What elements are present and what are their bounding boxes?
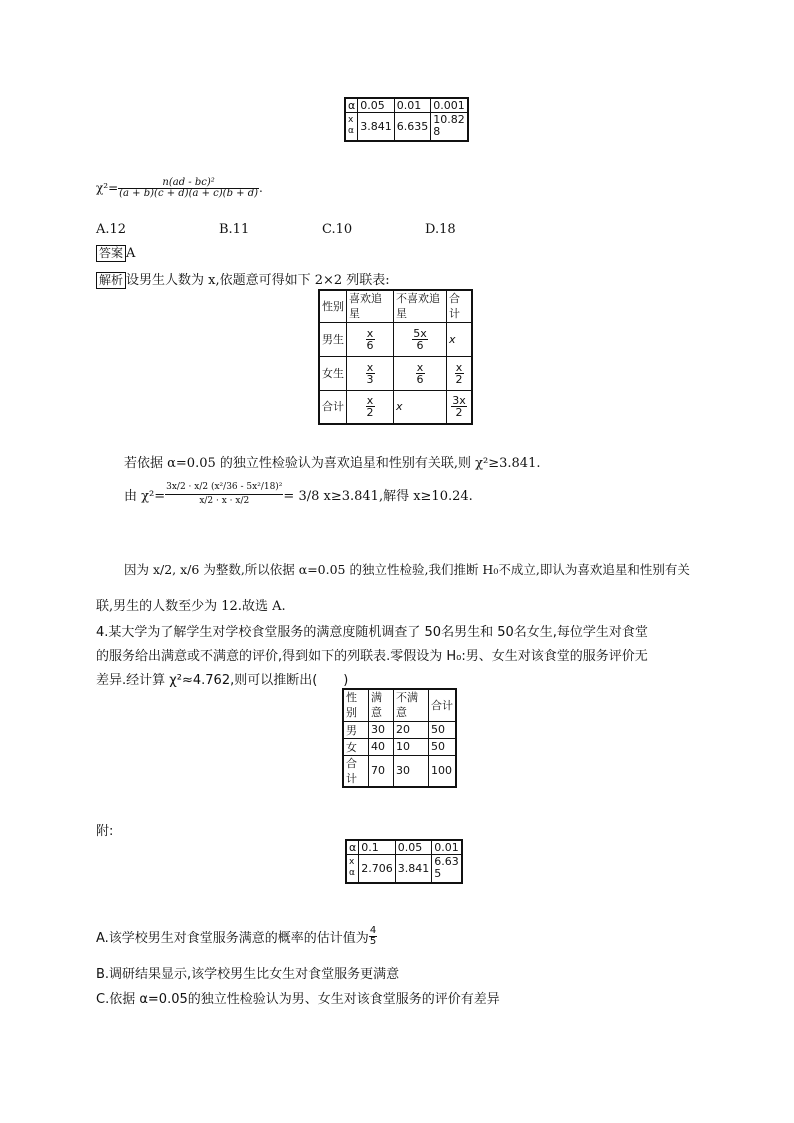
analysis-line [96, 269, 390, 289]
question-4-line-3: 差异.经计算 χ²≈4.762,则可以推断出( ) [96, 673, 349, 688]
table-header: 合计 [429, 689, 457, 721]
analysis-intro: 设男生人数为 x,依题意可得如下 2×2 列联表: [126, 273, 390, 288]
table-cell: 2.706 [359, 855, 396, 883]
table-cell: 0.01 [394, 98, 431, 113]
option-b: B.调研结果显示,该学校男生比女生对食堂服务更满意 [96, 967, 400, 982]
answer-line [96, 245, 135, 262]
answer-value: A [126, 246, 136, 261]
table-header: 性别 [343, 689, 369, 721]
table-cell: 6.635 [432, 855, 462, 883]
answer-label: 答案 [96, 245, 126, 262]
table-cell: 合计 [319, 390, 347, 424]
contingency-table-2 [342, 688, 457, 788]
choice-a: A.12 [96, 222, 127, 237]
table-cell: 3.841 [395, 855, 432, 883]
table-header: 性别 [319, 290, 347, 322]
table-header: 合计 [447, 290, 473, 322]
table-cell: 男生 [319, 322, 347, 356]
table-cell: 3.841 [358, 113, 395, 141]
table-cell: x α [346, 855, 359, 883]
table-cell: 0.05 [358, 98, 395, 113]
analysis-text-4: 联,男生的人数至少为 12.故选 A. [96, 599, 286, 614]
option-a: A.该学校男生对食堂服务满意的概率的估计值为 $\frac{4}{5}$ [96, 925, 377, 947]
table-cell: 40 [369, 738, 394, 755]
analysis-text-1: 若依据 α=0.05 的独立性检验认为喜欢追星和性别有关联,则 χ²≥3.841. [124, 456, 541, 471]
table-cell: 10.828 [431, 113, 468, 141]
appendix-label: 附: [96, 824, 114, 839]
contingency-table-1 [318, 289, 473, 425]
table-header: 不喜欢追星 [394, 290, 447, 322]
table-cell: 70 [369, 755, 394, 787]
table-cell: 50 [429, 721, 457, 738]
table-cell: 20 [394, 721, 429, 738]
table-cell: $\frac{x}{2}$ [447, 356, 473, 390]
critical-value-table-2 [345, 839, 463, 884]
table-cell: 女 [343, 738, 369, 755]
table-cell: 女生 [319, 356, 347, 390]
table-cell: $\frac{x}{2}$ [347, 390, 394, 424]
table-cell: x α [345, 113, 358, 141]
critical-value-table-1 [344, 97, 469, 142]
formula-denominator: (a + b)(c + d)(a + c)(b + d) [119, 188, 259, 199]
table-cell: x [394, 390, 447, 424]
table-header: 喜欢追星 [347, 290, 394, 322]
chi-square-formula: χ²= $\frac{\text{n(ad - bc)²}}{(a + b)(c + d)(a + c)(b + d)}$ . [96, 177, 263, 199]
choice-c: C.10 [322, 222, 353, 237]
table-cell: 0.05 [395, 840, 432, 855]
table-cell: $\frac{x}{3}$ [347, 356, 394, 390]
table-cell: 50 [429, 738, 457, 755]
question-4-line-2: 的服务给出满意或不满意的评价,得到如下的列联表.零假设为 H₀:男、女生对该食堂的服务评价无 [96, 649, 648, 664]
table-header: 不满意 [394, 689, 429, 721]
table-cell: x [447, 322, 473, 356]
table-cell: 30 [394, 755, 429, 787]
analysis-text-3: 因为 x/2, x/6 为整数,所以依据 α=0.05 的独立性检验,我们推断 H₀不成立,即认为喜欢追星和性别有关 [124, 562, 690, 577]
table-header: 满意 [369, 689, 394, 721]
option-c: C.依据 α=0.05的独立性检验认为男、女生对该食堂服务的评价有差异 [96, 992, 500, 1007]
table-cell: α [345, 98, 358, 113]
formula-numerator: n(ad - bc)² [118, 178, 259, 189]
table-cell: 男 [343, 721, 369, 738]
table-cell: $\frac{x}{6}$ [347, 322, 394, 356]
table-cell: α [346, 840, 359, 855]
table-cell: 30 [369, 721, 394, 738]
analysis-label: 解析 [96, 272, 126, 289]
complex-fraction: $\frac{\text{3x/2 · x/2 (x²/36 - 5x²/18)²}}{x/2 \cdot x \cdot x/2}$ [166, 482, 283, 506]
choice-d: D.18 [425, 222, 456, 237]
table-cell: 0.1 [359, 840, 396, 855]
table-cell: $\frac{3x}{2}$ [447, 390, 473, 424]
analysis-text-2: 由 χ²= $\frac{\text{3x/2 · x/2 (x²/36 - 5x²/18)²}}{x/2 \cdot x \cdot x/2}$ = 3/8 x≥3.841,解得 x≥10.24. [124, 482, 473, 506]
table-cell: 合计 [343, 755, 369, 787]
table-cell: 100 [429, 755, 457, 787]
table-cell: 0.001 [431, 98, 468, 113]
table-cell: 6.635 [394, 113, 431, 141]
table-cell: $\frac{x}{6}$ [394, 356, 447, 390]
table-cell: 10 [394, 738, 429, 755]
table-cell: $\frac{5x}{6}$ [394, 322, 447, 356]
table-cell: 0.01 [432, 840, 462, 855]
question-4-line-1: 4.某大学为了解学生对学校食堂服务的满意度随机调查了 50名男生和 50名女生,每位学生对食堂 [96, 625, 648, 640]
choice-b: B.11 [219, 222, 250, 237]
